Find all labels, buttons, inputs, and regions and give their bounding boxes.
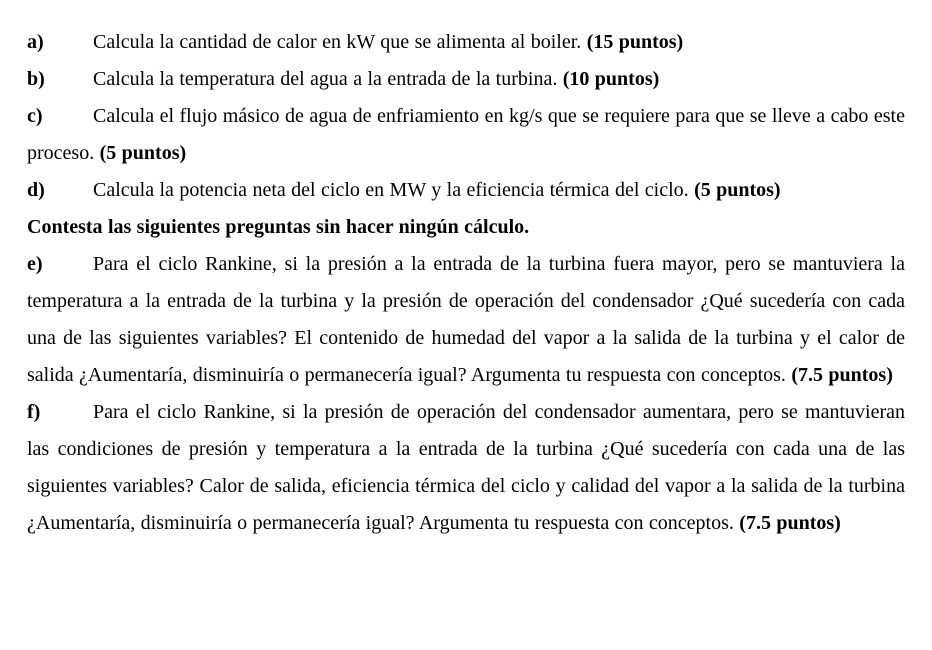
item-letter-label: c)	[27, 105, 43, 127]
question-item-c	[27, 98, 905, 172]
body-text-segment: Para el ciclo Rankine, si la presión de operación del condensador aumentara, pero se mantuvieran las condiciones de presión y temperatura a la entrada de la turbina ¿Qué sucedería con cada una de las siguientes variables? Calor de salida, eficiencia térmica del ciclo y calidad del vapor a la salida de la turbina ¿Aumentaría, disminuiría o permanecería igual? Argumenta tu respuesta con conceptos.	[27, 401, 905, 534]
bold-text-segment: Contesta las siguientes preguntas sin hacer ningún cálculo.	[27, 216, 530, 238]
item-letter-label: d)	[27, 179, 45, 201]
body-text-segment: Calcula la cantidad de calor en kW que se alimenta al boiler.	[93, 31, 587, 53]
item-letter-label: b)	[27, 68, 45, 90]
question-item-e	[27, 246, 905, 394]
instruction-heading	[27, 209, 905, 246]
question-item-b	[27, 61, 905, 98]
body-text-segment: Calcula la temperatura del agua a la entrada de la turbina.	[93, 68, 563, 90]
bold-text-segment: (7.5 puntos)	[791, 364, 893, 386]
bold-text-segment: (15 puntos)	[586, 31, 684, 53]
body-text-segment: Calcula el flujo másico de agua de enfriamiento en kg/s que se requiere para que se lleve a cabo este proceso.	[27, 105, 905, 164]
question-item-f	[27, 394, 905, 542]
bold-text-segment: (5 puntos)	[99, 142, 187, 164]
item-letter-label: f)	[27, 401, 41, 423]
body-text-segment: Para el ciclo Rankine, si la presión a la entrada de la turbina fuera mayor, pero se mantuviera la temperatura a la entrada de la turbina y la presión de operación del condensador ¿Qué sucedería con cada una de las siguientes variables? El contenido de humedad del vapor a la salida de la turbina y el calor de salida ¿Aumentaría, disminuiría o permanecería igual? Argumenta tu respuesta con conceptos.	[27, 253, 905, 386]
question-item-a	[27, 24, 905, 61]
body-text-segment: Calcula la potencia neta del ciclo en MW y la eficiencia térmica del ciclo.	[93, 179, 695, 201]
bold-text-segment: (5 puntos)	[694, 179, 781, 201]
item-letter-label: a)	[27, 31, 44, 53]
bold-text-segment: (7.5 puntos)	[739, 512, 841, 534]
question-item-d	[27, 172, 905, 209]
bold-text-segment: (10 puntos)	[562, 68, 660, 90]
item-letter-label: e)	[27, 253, 43, 275]
document-body	[27, 24, 905, 542]
